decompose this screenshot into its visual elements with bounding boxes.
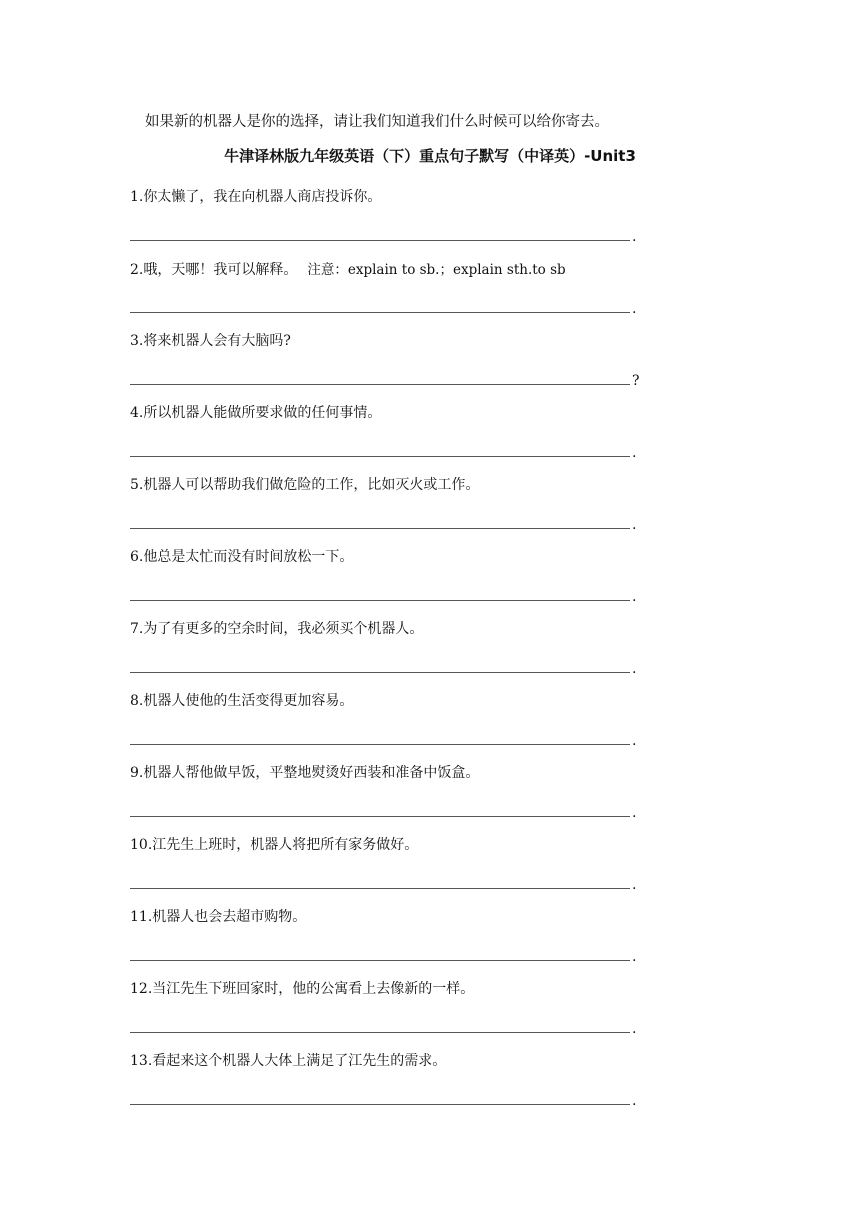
page-title: 牛津译林版九年级英语（下）重点句子默写（中译英）-Unit3 [224,147,636,165]
question-item-5 [130,474,650,546]
line-end-mark: . [632,1021,637,1037]
line-end-mark: . [632,877,637,893]
prompt-text: 13.看起来这个机器人大体上满足了江先生的需求。 [130,1053,447,1069]
answer-line[interactable] [130,224,637,245]
question-prompt [130,978,474,998]
line-end-mark: . [632,661,637,677]
answer-line[interactable] [130,368,640,389]
line-end-mark: . [632,229,637,245]
question-prompt [130,618,423,638]
line-end-mark: . [632,733,637,749]
answer-line[interactable] [130,1016,637,1037]
line-end-mark: . [632,805,637,821]
question-item-10 [130,834,650,906]
answer-line[interactable] [130,656,637,677]
question-item-12 [130,978,650,1050]
question-prompt [130,402,381,422]
prompt-text: 1.你太懒了，我在向机器人商店投诉你。 [130,189,382,205]
question-prompt [130,474,479,494]
question-item-8 [130,690,650,762]
line-end-mark: ? [632,373,640,389]
intro-line: 如果新的机器人是你的选择，请让我们知道我们什么时候可以给你寄去。 [145,114,609,130]
line-end-mark: . [632,1093,637,1109]
question-item-2 [130,258,650,330]
prompt-text: 10.江先生上班时，机器人将把所有家务做好。 [130,837,419,853]
line-end-mark: . [632,517,637,533]
question-prompt [130,186,381,206]
prompt-note: 注意：explain to sb.；explain sth.to sb [307,262,566,278]
answer-line[interactable] [130,1088,637,1109]
question-prompt [130,546,353,566]
question-prompt [130,834,418,854]
prompt-text: 5.机器人可以帮助我们做危险的工作，比如灭火或工作。 [130,477,480,493]
prompt-text: 11.机器人也会去超市购物。 [130,909,307,925]
question-item-3 [130,330,650,402]
answer-line[interactable] [130,944,637,965]
question-item-1 [130,186,650,258]
prompt-text: 9.机器人帮他做早饭，平整地熨烫好西装和准备中饭盒。 [130,765,480,781]
prompt-text: 3.将来机器人会有大脑吗? [130,333,291,349]
question-item-13 [130,1050,650,1122]
question-item-7 [130,618,650,690]
question-prompt [130,258,566,279]
question-item-6 [130,546,650,618]
question-item-11 [130,906,650,978]
answer-line[interactable] [130,728,637,749]
answer-line[interactable] [130,872,637,893]
prompt-text: 6.他总是太忙而没有时间放松一下。 [130,549,354,565]
prompt-text: 8.机器人使他的生活变得更加容易。 [130,693,354,709]
line-end-mark: . [632,301,637,317]
question-prompt [130,330,291,350]
prompt-text: 2.哦，天哪！我可以解释。 [130,262,298,278]
answer-line[interactable] [130,584,637,605]
question-item-9 [130,762,650,834]
question-prompt [130,1050,446,1070]
line-end-mark: . [632,445,637,461]
prompt-text: 4.所以机器人能做所要求做的任何事情。 [130,405,382,421]
prompt-text: 12.当江先生下班回家时，他的公寓看上去像新的一样。 [130,981,475,997]
question-list [130,186,650,1122]
answer-line[interactable] [130,512,637,533]
line-end-mark: . [632,589,637,605]
question-item-4 [130,402,650,474]
question-prompt [130,762,479,782]
answer-line[interactable] [130,296,637,317]
question-prompt [130,906,306,926]
question-prompt [130,690,353,710]
line-end-mark: . [632,949,637,965]
answer-line[interactable] [130,440,637,461]
answer-line[interactable] [130,800,637,821]
prompt-text: 7.为了有更多的空余时间，我必须买个机器人。 [130,621,424,637]
